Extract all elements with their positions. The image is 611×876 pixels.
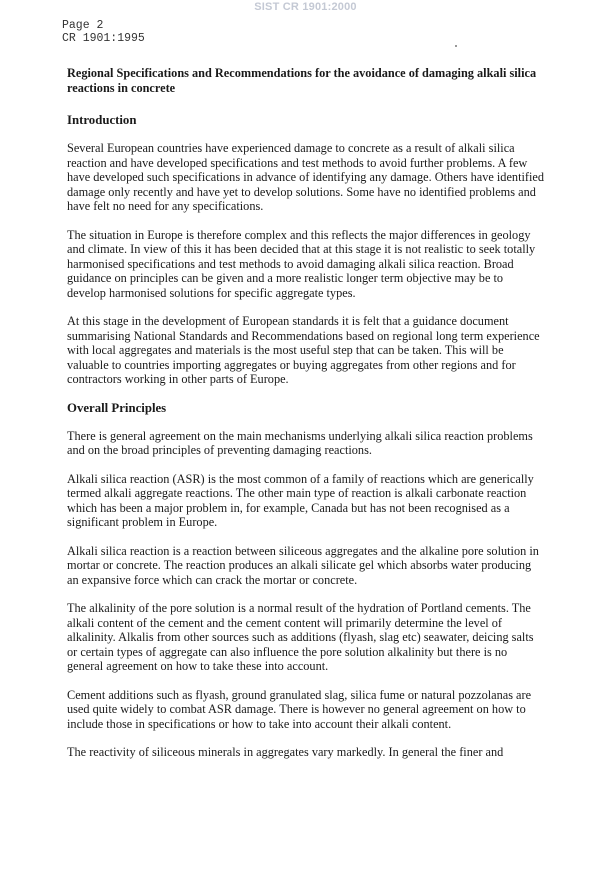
paragraph: The alkalinity of the pore solution is a normal result of the hydration of Portland cements. The alkali content of the cement and the cement content will primarily determine the level of alkalinity. Alkalis from other sources such as additions (flyash, slag etc) seawater, deicing salts or certain types of aggregate can also influence the pore solution alkalinity but there is no general agreement on how to take these into account. — [67, 601, 534, 673]
document-reference: CR 1901:1995 — [62, 32, 145, 45]
paragraph: Alkali silica reaction is a reaction between siliceous aggregates and the alkaline pore solution in mortar or concrete. The reaction produces an alkali silicate gel which absorbs water producing an expansive force which can crack the mortar or concrete. — [67, 543, 539, 587]
paragraph: The situation in Europe is therefore complex and this reflects the major differences in geology and climate. In view of this it has been decided that at this stage it is not realistic to seek totally harmonised specifications and test methods to avoid damaging alkali silica reaction. Broad guidance on principles can be given and a more realistic longer term objective may be to develop harmonised solutions for specific aggregate types. — [67, 227, 536, 300]
section-heading-overall-principles: Overall Principles — [67, 400, 167, 415]
scan-speck — [455, 45, 457, 47]
document-watermark: SIST CR 1901:2000 — [254, 1, 357, 13]
paragraph: Several European countries have experienced damage to concrete as a result of alkali silica reaction and have developed specifications and test methods to avoid further problems. A few have developed such specifications in advance of identifying any damage. Others have identified damage only recently and have yet to develop solutions. Some have no identified problems and have felt no need for any specifications. — [67, 141, 545, 213]
paragraph: There is general agreement on the main mechanisms underlying alkali silica reaction problems and on the broad principles of preventing damaging reactions. — [67, 428, 533, 457]
paragraph: Alkali silica reaction (ASR) is the most common of a family of reactions which are generically termed alkali aggregate reactions. The other main type of reaction is alkali carbonate reaction which has been a major problem in, for example, Canada but has not been recognised as a significant problem in Europe. — [67, 471, 534, 529]
section-heading-introduction: Introduction — [67, 113, 137, 127]
document-title: Regional Specifications and Recommendations for the avoidance of damaging alkali silica reactions in concrete — [67, 66, 537, 95]
paragraph: Cement additions such as flyash, ground granulated slag, silica fume or natural pozzolanas are used quite widely to combat ASR damage. There is however no general agreement on how to include those in specifications or how to take into account their alkali content. — [67, 687, 532, 731]
document-body — [67, 66, 545, 760]
paragraph: At this stage in the development of European standards it is felt that a guidance document summarising National Standards and Recommendations based on regional long term experience with local aggregates and materials is the most useful step that can be taken. This will be valuable to countries importing aggregates or buying aggregates from other regions and for contractors working in other parts of Europe. — [67, 314, 540, 386]
page-number: Page 2 — [62, 19, 104, 32]
paragraph: The reactivity of siliceous minerals in aggregates vary markedly. In general the finer and — [67, 745, 504, 759]
